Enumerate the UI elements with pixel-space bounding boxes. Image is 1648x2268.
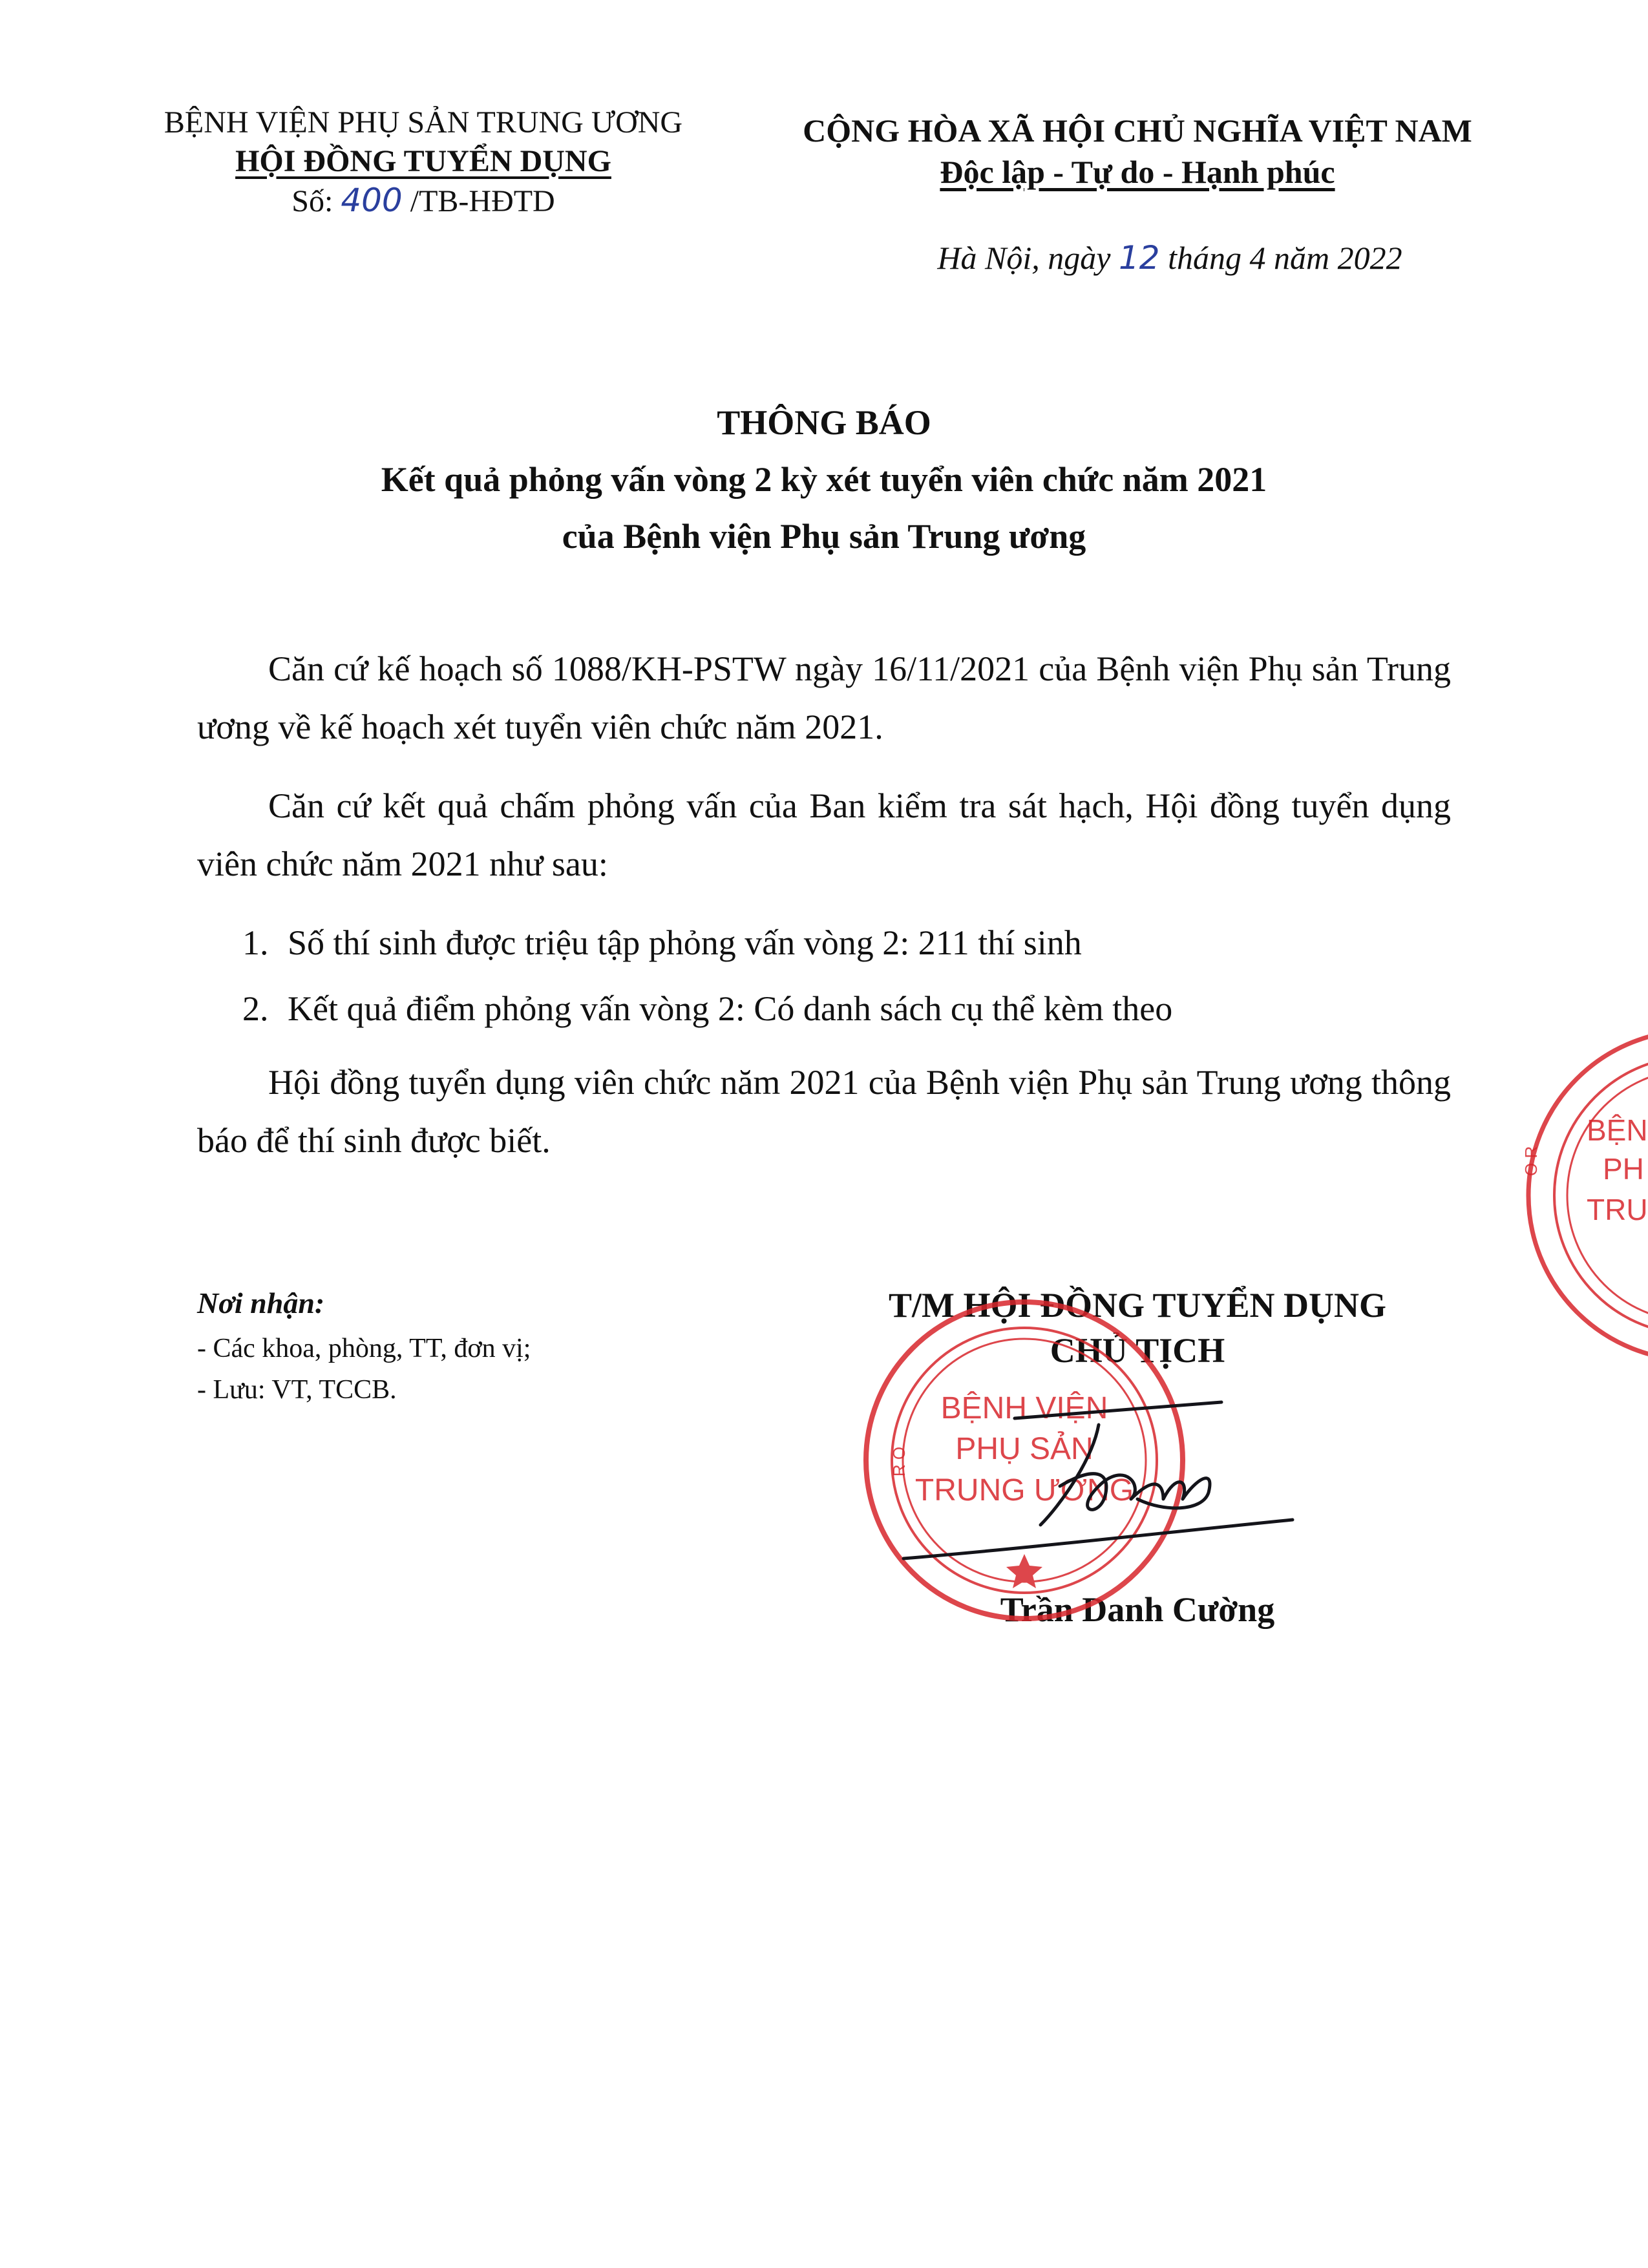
edge-stamp-line-1: BỆN <box>1587 1113 1648 1147</box>
document-subtitle-1: Kết quả phỏng vấn vòng 2 kỳ xét tuyển viên chức năm 2021 <box>381 460 1267 499</box>
recipients-heading: Nơi nhận: <box>197 1286 325 1319</box>
edge-stamp-line-3: TRU <box>1587 1193 1648 1226</box>
main-stamp-line-1: BỆNH VIỆN <box>940 1391 1108 1425</box>
recipient-item: - Các khoa, phòng, TT, đơn vị; <box>197 1334 531 1363</box>
signer-position: CHỦ TỊCH <box>1050 1331 1225 1370</box>
list-item-text: Kết quả điểm phỏng vấn vòng 2: Có danh sách cụ thể kèm theo <box>288 989 1173 1028</box>
list-item-text: Số thí sinh được triệu tập phỏng vấn vòng 2: 211 thí sinh <box>288 923 1082 962</box>
signer-name: Trần Danh Cường <box>1000 1590 1275 1629</box>
body-paragraph-3: Hội đồng tuyển dụng viên chức năm 2021 của Bệnh viện Phụ sản Trung ương thông báo để thí sinh được biết. <box>197 1063 1451 1160</box>
document-subtitle-2: của Bệnh viện Phụ sản Trung ương <box>562 517 1086 556</box>
national-motto: Độc lập - Tự do - Hạnh phúc <box>940 154 1335 190</box>
main-stamp-line-3: TRUNG ƯƠNG <box>914 1473 1134 1507</box>
document-number-handwritten: 400 <box>341 182 403 219</box>
organization-name: BỆNH VIỆN PHỤ SẢN TRUNG ƯƠNG <box>164 105 683 140</box>
main-stamp-line-2: PHỤ SẢN <box>955 1432 1093 1466</box>
body-paragraph-1: Căn cứ kế hoạch số 1088/KH-PSTW ngày 16/11/2021 của Bệnh viện Phụ sản Trung ương về kế hoạch xét tuyển viên chức năm 2021. <box>197 649 1451 746</box>
edge-stamp-ring-letters: O R <box>1521 1146 1541 1176</box>
issue-date-day-handwritten: 12 <box>1118 239 1160 277</box>
issue-date-suffix: tháng 4 năm 2022 <box>1168 240 1402 276</box>
list-item-number: 2. <box>242 989 269 1028</box>
document-title: THÔNG BÁO <box>717 403 931 442</box>
document-number-prefix: Số: <box>291 184 333 218</box>
signer-on-behalf: T/M HỘI ĐỒNG TUYỂN DỤNG <box>888 1286 1387 1325</box>
edge-stamp-line-2: PH <box>1603 1152 1644 1186</box>
nation-name: CỘNG HÒA XÃ HỘI CHỦ NGHĨA VIỆT NAM <box>803 112 1472 149</box>
issue-date-prefix: Hà Nội, ngày <box>937 240 1111 276</box>
main-stamp-ring-letters: R O <box>889 1446 909 1477</box>
document-number-suffix: /TB-HĐTD <box>410 184 555 218</box>
body-paragraph-2: Căn cứ kết quả chấm phỏng vấn của Ban kiểm tra sát hạch, Hội đồng tuyển dụng viên chức năm 2021 như sau: <box>197 786 1451 883</box>
list-item-number: 1. <box>242 923 269 962</box>
council-name: HỘI ĐỒNG TUYỂN DỤNG <box>235 144 611 178</box>
recipient-item: - Lưu: VT, TCCB. <box>197 1375 397 1405</box>
